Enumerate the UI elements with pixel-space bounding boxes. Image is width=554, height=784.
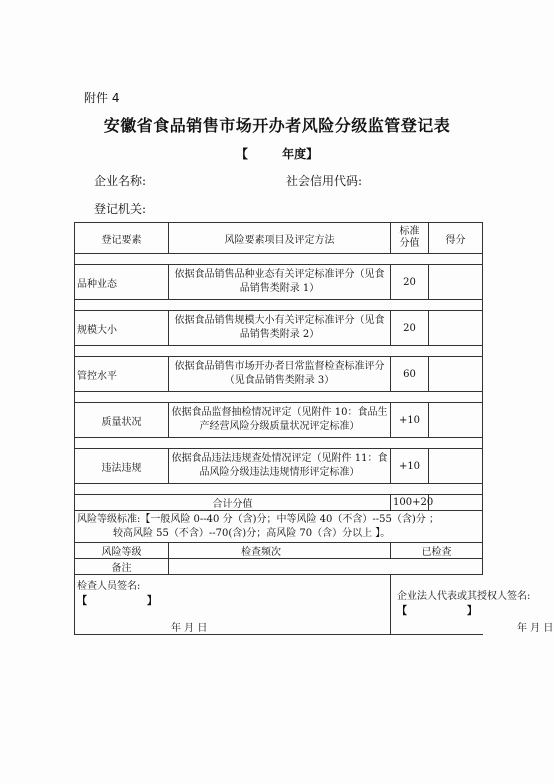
table-spacer — [75, 346, 483, 357]
table-spacer — [75, 484, 483, 495]
row-method: 依据食品违法违规查处情况评定（见附件 11：食品风险分级违法违规情形评定标准） — [169, 449, 391, 484]
table-row — [75, 311, 483, 346]
table-row — [75, 449, 483, 484]
table-row — [75, 357, 483, 392]
row-score-cell[interactable] — [429, 311, 483, 346]
row-score-cell[interactable] — [429, 403, 483, 438]
remark-cell[interactable] — [169, 559, 483, 575]
row-standard: 60 — [391, 357, 429, 392]
row-item: 管控水平 — [75, 357, 169, 392]
total-label: 合计分值 — [75, 495, 391, 511]
header-item: 登记要素 — [75, 223, 169, 254]
risk-standard-text: 风险等级标准:【一般风险 0--40 分（含)分；中等风险 40（不含）--55（含)分 ； 较高风险 55（不含）--70(含)分；高风险 70（含）分以上 】。 — [75, 511, 483, 543]
row-standard: +10 — [391, 403, 429, 438]
table-spacer — [75, 254, 483, 265]
legal-date: 年 月 日 — [517, 623, 554, 634]
remark-label: 备注 — [75, 559, 169, 575]
total-value: 100+20 — [391, 495, 429, 511]
table-spacer — [75, 438, 483, 449]
row-standard: 20 — [391, 265, 429, 300]
row-score-cell[interactable] — [429, 265, 483, 300]
signature-row — [75, 575, 483, 635]
row-standard: +10 — [391, 449, 429, 484]
remark-row — [75, 559, 483, 575]
credit-code-label: 社会信用代码: — [286, 174, 363, 188]
risk-standard-row — [75, 511, 483, 543]
inspector-date: 年 月 日 — [171, 623, 208, 634]
table-spacer — [75, 300, 483, 311]
row-item: 品种业态 — [75, 265, 169, 300]
inspector-signature-cell[interactable] — [75, 575, 391, 635]
document-title: 安徽省食品销售市场开办者风险分级监管登记表 — [103, 116, 451, 135]
checked-label: 已检查 — [391, 543, 483, 559]
year-label: 年度】 — [282, 147, 319, 161]
row-method: 依据食品监督抽检情况评定（见附件 10：食品生产经营风险分级质量状况评定标准） — [169, 403, 391, 438]
legal-rep-label: 企业法人代表或其授权人签名: — [397, 591, 531, 602]
legal-brackets: 【 】 — [397, 606, 477, 617]
total-score-cell[interactable] — [429, 495, 483, 511]
year-line — [0, 145, 554, 162]
row-method: 依据食品销售品种业态有关评定标准评分（见食品销售类附录 1） — [169, 265, 391, 300]
row-score-cell[interactable] — [429, 357, 483, 392]
total-row — [75, 495, 483, 511]
table-header-row — [75, 223, 483, 254]
row-item: 违法违规 — [75, 449, 169, 484]
row-score-cell[interactable] — [429, 449, 483, 484]
header-method: 风险要素项目及评定方法 — [169, 223, 391, 254]
attachment-label: 附件 4 — [84, 91, 120, 105]
table-row — [75, 403, 483, 438]
row-item: 规模大小 — [75, 311, 169, 346]
inspector-label: 检查人员签名: — [77, 581, 141, 592]
year-open-bracket: 【 — [235, 147, 248, 161]
row-method: 依据食品销售规模大小有关评定标准评分（见食品销售类附录 2） — [169, 311, 391, 346]
authority-label: 登记机关: — [94, 202, 147, 216]
check-frequency-cell — [169, 543, 391, 559]
table-spacer — [75, 392, 483, 403]
row-method: 依据食品销售市场开办者日常监督检查标准评分（见食品销售类附录 3） — [169, 357, 391, 392]
table-row — [75, 265, 483, 300]
inspector-brackets: 【 】 — [77, 596, 157, 607]
risk-level-row — [75, 543, 483, 559]
check-frequency-label: 检查频次 — [241, 547, 281, 558]
header-standard: 标准 分值 — [391, 223, 429, 254]
registration-table — [74, 222, 554, 635]
risk-level-label: 风险等级 — [75, 543, 169, 559]
header-score: 得分 — [429, 223, 483, 254]
row-item: 质量状况 — [75, 403, 169, 438]
legal-signature-cell[interactable] — [391, 575, 554, 635]
row-standard: 20 — [391, 311, 429, 346]
company-name-label: 企业名称: — [94, 174, 147, 188]
